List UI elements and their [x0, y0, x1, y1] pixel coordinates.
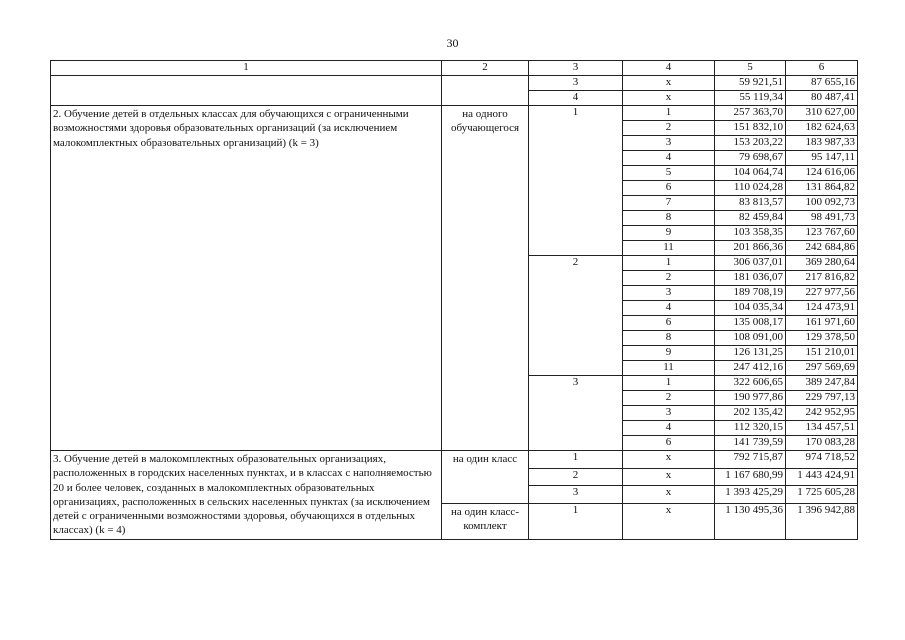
cell-col6: 310 627,00	[786, 106, 858, 121]
cell-col3: 1	[529, 503, 623, 539]
cell-col5: 190 977,86	[715, 391, 786, 406]
cell-col5: 110 024,28	[715, 181, 786, 196]
cell-col4: 11	[623, 361, 715, 376]
cell-col4: 6	[623, 436, 715, 451]
cell-col5: 1 130 495,36	[715, 503, 786, 539]
empty-cell	[442, 76, 529, 106]
column-header-1: 1	[51, 61, 442, 76]
section-2-title: 2. Обучение детей в отдельных классах для обучающихся с ограниченными возможностями здоровья образовательных организаций (за исключением малокомплектных образовательных организаций) (k = 3)	[51, 106, 442, 451]
cell-col6: 98 491,73	[786, 211, 858, 226]
cell-col6: 161 971,60	[786, 316, 858, 331]
cell-col6: 100 092,73	[786, 196, 858, 211]
cell-col5: 247 412,16	[715, 361, 786, 376]
section-3-title: 3. Обучение детей в малокомплектных образовательных организациях, расположенных в городских населенных пунктах, и в классах с наполняемостью 20 и более человек, созданных в малокомплектных образовательных организациях, расположенных в сельских населенных пунктах (за исключением детей с ограниченными возможностями здоровья, обучающихся в отдельных классах) (k = 4)	[51, 451, 442, 540]
section-3-unit-a: на один класс	[442, 451, 529, 504]
cell-col4: 11	[623, 241, 715, 256]
cell-col5: 189 708,19	[715, 286, 786, 301]
cell-col4: 3	[623, 286, 715, 301]
cell-col4: 1	[623, 256, 715, 271]
cell-col5: 153 203,22	[715, 136, 786, 151]
cell-col5: 55 119,34	[715, 91, 786, 106]
cell-col5: 306 037,01	[715, 256, 786, 271]
page-number: 30	[446, 36, 459, 50]
cell-col6: 1 396 942,88	[786, 503, 858, 539]
cell-col3: 4	[529, 91, 623, 106]
cell-col6: 151 210,01	[786, 346, 858, 361]
cell-col4: 1	[623, 106, 715, 121]
cell-col4: 4	[623, 151, 715, 166]
cell-col5: 126 131,25	[715, 346, 786, 361]
column-header-2: 2	[442, 61, 529, 76]
cell-col4: 8	[623, 211, 715, 226]
cell-col4: 3	[623, 406, 715, 421]
section-2-unit: на одного обучающегося	[442, 106, 529, 451]
cell-col5: 257 363,70	[715, 106, 786, 121]
cell-col6: 124 473,91	[786, 301, 858, 316]
cell-col5: 103 358,35	[715, 226, 786, 241]
cell-col5: 322 606,65	[715, 376, 786, 391]
table-row	[51, 76, 858, 91]
cell-col5: 82 459,84	[715, 211, 786, 226]
cell-col6: 170 083,28	[786, 436, 858, 451]
cell-col4: x	[623, 468, 715, 486]
cell-col4: 2	[623, 391, 715, 406]
cell-col4: 3	[623, 136, 715, 151]
cell-col4: 7	[623, 196, 715, 211]
cell-col6: 242 952,95	[786, 406, 858, 421]
cell-col6: 124 616,06	[786, 166, 858, 181]
cell-col6: 134 457,51	[786, 421, 858, 436]
cell-col4: x	[623, 91, 715, 106]
cell-col4: 1	[623, 376, 715, 391]
column-header-6: 6	[786, 61, 858, 76]
cell-col4: 6	[623, 181, 715, 196]
cell-col4: 4	[623, 301, 715, 316]
cell-col5: 135 008,17	[715, 316, 786, 331]
cell-col4: 6	[623, 316, 715, 331]
cell-col3: 1	[529, 451, 623, 469]
cell-col4: 5	[623, 166, 715, 181]
cell-col5: 792 715,87	[715, 451, 786, 469]
cell-col6: 1 725 605,28	[786, 486, 858, 504]
table-row	[51, 451, 858, 469]
cell-col6: 182 624,63	[786, 121, 858, 136]
cell-col4: 2	[623, 271, 715, 286]
cell-col5: 201 866,36	[715, 241, 786, 256]
column-header-5: 5	[715, 61, 786, 76]
cell-col5: 202 135,42	[715, 406, 786, 421]
cell-col5: 181 036,07	[715, 271, 786, 286]
cell-col5: 79 698,67	[715, 151, 786, 166]
cell-col4: x	[623, 486, 715, 504]
cell-col6: 80 487,41	[786, 91, 858, 106]
empty-cell	[51, 76, 442, 106]
cell-col5: 1 167 680,99	[715, 468, 786, 486]
cell-col6: 95 147,11	[786, 151, 858, 166]
group-cell-col3: 1	[529, 106, 623, 256]
cell-col6: 297 569,69	[786, 361, 858, 376]
cell-col5: 59 921,51	[715, 76, 786, 91]
cell-col6: 974 718,52	[786, 451, 858, 469]
cell-col6: 129 378,50	[786, 331, 858, 346]
cell-col4: 9	[623, 226, 715, 241]
cell-col6: 389 247,84	[786, 376, 858, 391]
cell-col3: 2	[529, 468, 623, 486]
cell-col6: 242 684,86	[786, 241, 858, 256]
header-row	[51, 61, 858, 76]
cell-col5: 151 832,10	[715, 121, 786, 136]
cell-col4: x	[623, 76, 715, 91]
column-header-4: 4	[623, 61, 715, 76]
group-cell-col3: 3	[529, 376, 623, 451]
cell-col4: 4	[623, 421, 715, 436]
cell-col5: 83 813,57	[715, 196, 786, 211]
cell-col3: 3	[529, 486, 623, 504]
group-cell-col3: 2	[529, 256, 623, 376]
cell-col6: 229 797,13	[786, 391, 858, 406]
cell-col6: 217 816,82	[786, 271, 858, 286]
cell-col6: 183 987,33	[786, 136, 858, 151]
cell-col6: 123 767,60	[786, 226, 858, 241]
table-row	[51, 106, 858, 121]
cost-table-body	[51, 61, 858, 540]
cell-col5: 112 320,15	[715, 421, 786, 436]
cell-col4: x	[623, 451, 715, 469]
cell-col5: 104 035,34	[715, 301, 786, 316]
cell-col5: 141 739,59	[715, 436, 786, 451]
cell-col6: 369 280,64	[786, 256, 858, 271]
cell-col5: 108 091,00	[715, 331, 786, 346]
section-3-unit-b: на один класс-комплект	[442, 503, 529, 539]
cell-col4: 2	[623, 121, 715, 136]
column-header-3: 3	[529, 61, 623, 76]
cell-col4: 9	[623, 346, 715, 361]
cell-col6: 1 443 424,91	[786, 468, 858, 486]
cost-table	[50, 60, 858, 540]
cell-col4: 8	[623, 331, 715, 346]
cell-col6: 87 655,16	[786, 76, 858, 91]
cell-col6: 227 977,56	[786, 286, 858, 301]
cell-col5: 1 393 425,29	[715, 486, 786, 504]
cell-col4: x	[623, 503, 715, 539]
cell-col6: 131 864,82	[786, 181, 858, 196]
cell-col3: 3	[529, 76, 623, 91]
cell-col5: 104 064,74	[715, 166, 786, 181]
